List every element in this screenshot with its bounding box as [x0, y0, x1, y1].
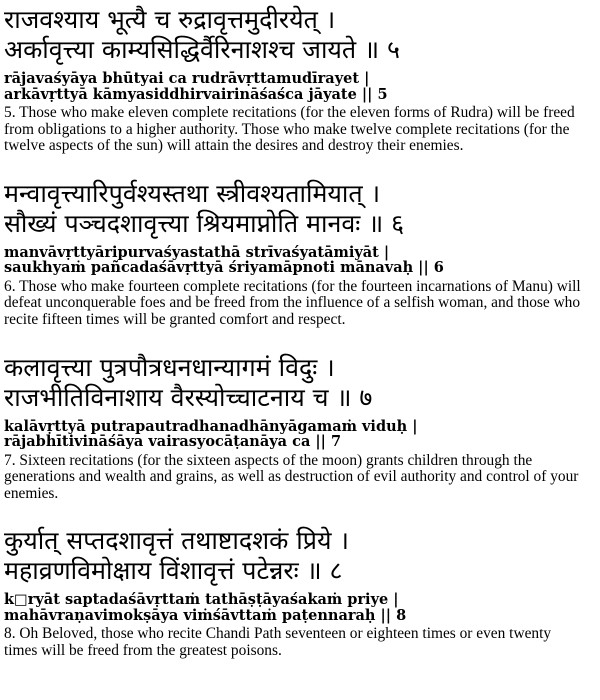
verse-block-6	[4, 179, 588, 329]
sanskrit-line-2: सौख्यं पञ्चदशावृत्त्या श्रियमाप्नोति मानवः ॥ ६	[4, 208, 405, 238]
sanskrit-line-1: कुर्यात् सप्तदशावृत्तं तथाष्टादशकं प्रिये ।	[4, 526, 349, 556]
transliteration-line-2: saukhyaṁ pañcadaśāvṛttyā śriyamāpnoti mānavaḥ || 6	[4, 259, 444, 277]
translation-paragraph-5: 5. Those who make eleven complete recitations (for the eleven forms of Rudra) will be freed from obligations to a higher authority. Those who make twelve complete recitations (for the twelve aspects of the sun) will attain the desires and destroy their enemies.	[4, 104, 575, 155]
transliteration-line-1: manvāvṛttyāripurvaśyastathā strīvaśyatāmiyāt |	[4, 243, 390, 261]
sanskrit-verse-8	[4, 526, 588, 586]
transliteration-line-1: kalāvṛttyā putrapautradhanadhānyāgamaṁ viduḥ |	[4, 417, 418, 435]
translation-paragraph-8: 8. Oh Beloved, those who recite Chandi Path seventeen or eighteen times or even twenty times will be freed from the greatest poisons.	[4, 625, 552, 659]
transliteration-verse-8	[4, 592, 588, 623]
transliteration-line-1: rājavaśyāya bhūtyai ca rudrāvṛttamudīrayet |	[4, 70, 370, 87]
verse-block-8	[4, 526, 588, 659]
sanskrit-line-1: राजवश्याय भूत्यै च रुद्रावृत्तमुदीरयेत् ।	[4, 5, 336, 34]
sanskrit-verse-7	[4, 353, 588, 413]
transliteration-line-2: mahāvraṇavimokṣāya viṁśāvttaṁ paṭennaraḥ || 8	[4, 606, 407, 624]
sanskrit-line-1: मन्वावृत्त्यारिपुर्वश्यस्तथा स्त्रीवश्यतामियात् ।	[4, 178, 381, 208]
sanskrit-line-2: महाव्रणविमोक्षाय विंशावृत्तं पटेन्नरः ॥ ८	[4, 556, 343, 586]
sanskrit-line-2: अर्कावृत्त्या काम्यसिद्धिर्वैरिनाशश्च जायते ॥ ५	[4, 35, 401, 64]
verse-block-5	[4, 5, 588, 155]
sanskrit-verse-5	[4, 5, 588, 65]
verse-block-7	[4, 353, 588, 503]
sanskrit-line-2: राजभीतिविनाशाय वैरस्योच्चाटनाय च ॥ ७	[4, 382, 373, 412]
sanskrit-verse-6	[4, 179, 588, 239]
sanskrit-line-1: कलावृत्त्या पुत्रपौत्रधनधान्यागमं विदुः ।	[4, 352, 335, 382]
transliteration-verse-5	[4, 71, 588, 102]
transliteration-line-2: arkāvṛttyā kāmyasiddhirvairināśaśca jāyate || 5	[4, 85, 388, 103]
translation-paragraph-6: 6. Those who make fourteen complete recitations (for the fourteen incarnations of Manu) will defeat unconquerable foes and be freed from the influence of a selfish woman, and those who recite fifteen times will be granted comfort and respect.	[4, 277, 581, 328]
translation-paragraph-7: 7. Sixteen recitations (for the sixteen aspects of the moon) grants children through the generations and wealth and grains, as well as destruction of evil authority and control of your enemies.	[4, 451, 579, 502]
transliteration-verse-7	[4, 419, 588, 450]
transliteration-line-2: rājabhītivināśāya vairasyocāṭanāya ca || 7	[4, 433, 342, 451]
transliteration-line-1: k□ryāt saptadaśāvṛttaṁ tathāṣṭāyaśakaṁ priye |	[4, 591, 399, 609]
transliteration-verse-6	[4, 245, 588, 276]
